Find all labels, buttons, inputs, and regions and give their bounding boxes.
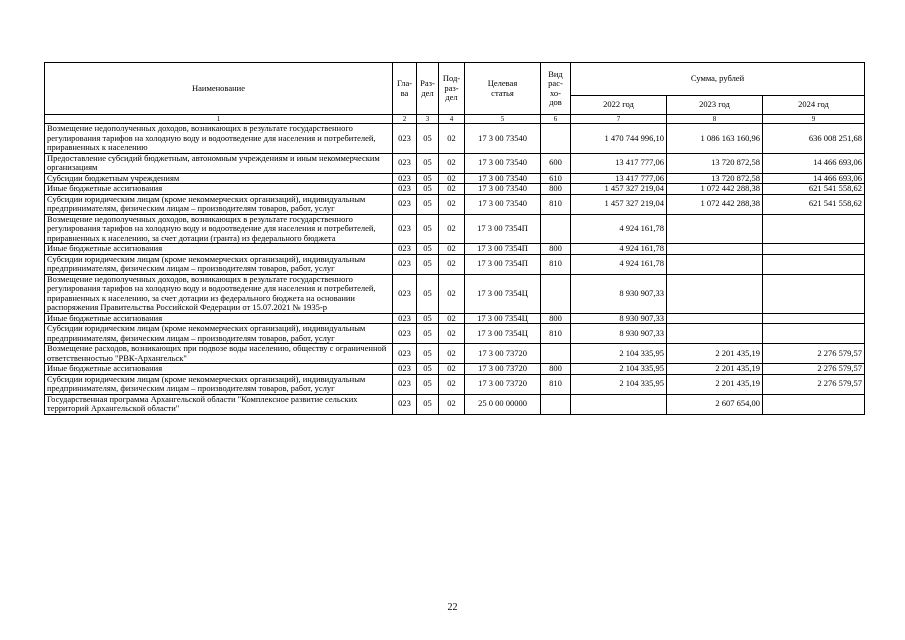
cell-podrazdel: 02	[439, 244, 465, 255]
cell-2022: 2 104 335,95	[571, 374, 667, 394]
cell-name: Субсидии юридическим лицам (кроме некоммерческих организаций), индивидуальным предпринимателям, физическим лицам – производителям товаров, работ, услуг	[45, 194, 393, 214]
cell-podrazdel: 02	[439, 324, 465, 344]
cell-razdel: 05	[417, 394, 439, 414]
cell-target: 17 3 00 73540	[465, 194, 541, 214]
cell-2023	[667, 214, 763, 244]
cell-target: 17 3 00 73540	[465, 124, 541, 154]
cell-2024: 2 276 579,57	[763, 364, 865, 375]
col-header-target: Целевая статья	[465, 63, 541, 115]
table-row	[45, 124, 865, 154]
col-number: 3	[417, 115, 439, 124]
cell-glava: 023	[393, 374, 417, 394]
table-row	[45, 214, 865, 244]
cell-2024	[763, 274, 865, 313]
cell-podrazdel: 02	[439, 394, 465, 414]
cell-glava: 023	[393, 214, 417, 244]
col-header-glava: Гла- ва	[393, 63, 417, 115]
cell-2023: 2 201 435,19	[667, 374, 763, 394]
cell-2023: 2 201 435,19	[667, 364, 763, 375]
cell-target: 17 3 00 73720	[465, 364, 541, 375]
cell-target: 17 3 00 7354Ц	[465, 274, 541, 313]
cell-glava: 023	[393, 254, 417, 274]
cell-2022: 8 930 907,33	[571, 274, 667, 313]
cell-target: 17 3 00 73540	[465, 153, 541, 173]
cell-2024: 621 541 558,62	[763, 184, 865, 195]
cell-glava: 023	[393, 194, 417, 214]
cell-2024	[763, 214, 865, 244]
table-row	[45, 364, 865, 375]
cell-2023: 13 720 872,58	[667, 173, 763, 184]
table-row	[45, 153, 865, 173]
cell-2023: 1 072 442 288,38	[667, 184, 763, 195]
cell-name: Иные бюджетные ассигнования	[45, 313, 393, 324]
cell-2024	[763, 324, 865, 344]
cell-podrazdel: 02	[439, 214, 465, 244]
col-number: 9	[763, 115, 865, 124]
cell-2022: 4 924 161,78	[571, 214, 667, 244]
cell-podrazdel: 02	[439, 173, 465, 184]
cell-vid	[541, 124, 571, 154]
cell-name: Государственная программа Архангельской области "Комплексное развитие сельских территорий Архангельской области"	[45, 394, 393, 414]
cell-vid	[541, 344, 571, 364]
cell-razdel: 05	[417, 364, 439, 375]
cell-name: Возмещение недополученных доходов, возникающих в результате государственного регулирования тарифов на холодную воду и водоотведение для населения и потребителей, приравненных к населению, за счет дотации (гранта) из федерального бюджета	[45, 214, 393, 244]
table-row	[45, 173, 865, 184]
cell-podrazdel: 02	[439, 254, 465, 274]
col-header-name: Наименование	[45, 63, 393, 115]
cell-podrazdel: 02	[439, 153, 465, 173]
cell-name: Субсидии бюджетным учреждениям	[45, 173, 393, 184]
budget-table	[44, 62, 865, 415]
col-header-sum: Сумма, рублей	[571, 63, 865, 96]
cell-2024: 2 276 579,57	[763, 374, 865, 394]
cell-vid: 810	[541, 194, 571, 214]
table-body	[45, 124, 865, 415]
cell-name: Иные бюджетные ассигнования	[45, 244, 393, 255]
cell-target: 17 3 00 73720	[465, 344, 541, 364]
cell-glava: 023	[393, 124, 417, 154]
cell-target: 17 3 00 7354П	[465, 214, 541, 244]
cell-target: 17 3 00 7354П	[465, 244, 541, 255]
header-row-1	[45, 63, 865, 96]
col-number: 1	[45, 115, 393, 124]
cell-name: Возмещение расходов, возникающих при подвозе воды населению, обществу с ограниченной ответственностью "РВК-Архангельск"	[45, 344, 393, 364]
cell-2023: 13 720 872,58	[667, 153, 763, 173]
cell-2022: 8 930 907,33	[571, 324, 667, 344]
table-row	[45, 254, 865, 274]
cell-2024	[763, 394, 865, 414]
cell-vid	[541, 214, 571, 244]
cell-vid: 600	[541, 153, 571, 173]
cell-2022: 1 457 327 219,04	[571, 184, 667, 195]
cell-razdel: 05	[417, 124, 439, 154]
cell-2023	[667, 244, 763, 255]
col-number: 6	[541, 115, 571, 124]
cell-2024: 636 008 251,68	[763, 124, 865, 154]
cell-razdel: 05	[417, 324, 439, 344]
cell-glava: 023	[393, 173, 417, 184]
cell-2022: 2 104 335,95	[571, 344, 667, 364]
cell-glava: 023	[393, 344, 417, 364]
cell-podrazdel: 02	[439, 364, 465, 375]
cell-target: 17 3 00 73720	[465, 374, 541, 394]
cell-target: 17 3 00 73540	[465, 173, 541, 184]
cell-razdel: 05	[417, 173, 439, 184]
cell-name: Иные бюджетные ассигнования	[45, 364, 393, 375]
cell-glava: 023	[393, 324, 417, 344]
cell-target: 25 0 00 00000	[465, 394, 541, 414]
cell-2022: 8 930 907,33	[571, 313, 667, 324]
table-row	[45, 324, 865, 344]
cell-podrazdel: 02	[439, 274, 465, 313]
cell-vid: 810	[541, 324, 571, 344]
col-number: 5	[465, 115, 541, 124]
cell-razdel: 05	[417, 374, 439, 394]
col-number: 4	[439, 115, 465, 124]
cell-2024: 14 466 693,06	[763, 153, 865, 173]
cell-name: Предоставление субсидий бюджетным, автономным учреждениям и иным некоммерческим организациям	[45, 153, 393, 173]
cell-podrazdel: 02	[439, 124, 465, 154]
cell-2023: 1 086 163 160,96	[667, 124, 763, 154]
cell-razdel: 05	[417, 184, 439, 195]
col-header-2022: 2022 год	[571, 96, 667, 115]
cell-razdel: 05	[417, 153, 439, 173]
col-header-2023: 2023 год	[667, 96, 763, 115]
cell-2022	[571, 394, 667, 414]
cell-vid	[541, 274, 571, 313]
cell-target: 17 3 00 7354Ц	[465, 313, 541, 324]
cell-glava: 023	[393, 364, 417, 375]
cell-2023	[667, 254, 763, 274]
cell-vid: 610	[541, 173, 571, 184]
cell-razdel: 05	[417, 344, 439, 364]
cell-podrazdel: 02	[439, 344, 465, 364]
cell-podrazdel: 02	[439, 184, 465, 195]
cell-razdel: 05	[417, 244, 439, 255]
cell-2024	[763, 244, 865, 255]
column-number-row	[45, 115, 865, 124]
table-row	[45, 313, 865, 324]
col-number: 8	[667, 115, 763, 124]
cell-vid: 810	[541, 254, 571, 274]
cell-name: Возмещение недополученных доходов, возникающих в результате государственного регулирования тарифов на холодную воду и водоотведение для населения и потребителей, приравненных к населению	[45, 124, 393, 154]
cell-2022: 4 924 161,78	[571, 244, 667, 255]
cell-razdel: 05	[417, 214, 439, 244]
col-header-podrazdel: Под- раз- дел	[439, 63, 465, 115]
page-number: 22	[447, 602, 458, 613]
cell-podrazdel: 02	[439, 194, 465, 214]
table-row	[45, 274, 865, 313]
cell-target: 17 3 00 7354Ц	[465, 324, 541, 344]
cell-2024: 14 466 693,06	[763, 173, 865, 184]
col-header-2024: 2024 год	[763, 96, 865, 115]
cell-2023	[667, 274, 763, 313]
cell-razdel: 05	[417, 313, 439, 324]
cell-vid: 800	[541, 184, 571, 195]
cell-glava: 023	[393, 184, 417, 195]
table-row	[45, 394, 865, 414]
col-number: 2	[393, 115, 417, 124]
cell-glava: 023	[393, 153, 417, 173]
cell-glava: 023	[393, 244, 417, 255]
cell-2023: 2 607 654,00	[667, 394, 763, 414]
table-row	[45, 344, 865, 364]
col-header-razdel: Раз- дел	[417, 63, 439, 115]
cell-2022: 4 924 161,78	[571, 254, 667, 274]
cell-name: Возмещение недополученных доходов, возникающих в результате государственного регулирования тарифов на холодную воду и водоотведение для населения и потребителей, приравненных к населению, за счет дотации из федерального бюджета на основании распоряжения Правительства Российской Федерации от 15.07.2021 № 1935-р	[45, 274, 393, 313]
table-row	[45, 244, 865, 255]
cell-2022: 13 417 777,06	[571, 173, 667, 184]
cell-razdel: 05	[417, 274, 439, 313]
cell-glava: 023	[393, 274, 417, 313]
col-header-vid: Вид рас- хо- дов	[541, 63, 571, 115]
cell-2024: 621 541 558,62	[763, 194, 865, 214]
cell-vid: 800	[541, 313, 571, 324]
cell-2024	[763, 313, 865, 324]
cell-name: Субсидии юридическим лицам (кроме некоммерческих организаций), индивидуальным предпринимателям, физическим лицам – производителям товаров, работ, услуг	[45, 254, 393, 274]
cell-name: Субсидии юридическим лицам (кроме некоммерческих организаций), индивидуальным предпринимателям, физическим лицам – производителям товаров, работ, услуг	[45, 324, 393, 344]
cell-2022: 1 457 327 219,04	[571, 194, 667, 214]
cell-2022: 1 470 744 996,10	[571, 124, 667, 154]
cell-2023	[667, 313, 763, 324]
cell-glava: 023	[393, 313, 417, 324]
table-row	[45, 374, 865, 394]
cell-2024	[763, 254, 865, 274]
cell-vid: 810	[541, 374, 571, 394]
cell-2022: 13 417 777,06	[571, 153, 667, 173]
cell-name: Субсидии юридическим лицам (кроме некоммерческих организаций), индивидуальным предпринимателям, физическим лицам – производителям товаров, работ, услуг	[45, 374, 393, 394]
cell-2024: 2 276 579,57	[763, 344, 865, 364]
cell-target: 17 3 00 7354П	[465, 254, 541, 274]
cell-target: 17 3 00 73540	[465, 184, 541, 195]
cell-2023: 2 201 435,19	[667, 344, 763, 364]
cell-2023: 1 072 442 288,38	[667, 194, 763, 214]
cell-razdel: 05	[417, 194, 439, 214]
table-row	[45, 194, 865, 214]
cell-vid	[541, 394, 571, 414]
cell-razdel: 05	[417, 254, 439, 274]
table-row	[45, 184, 865, 195]
cell-2022: 2 104 335,95	[571, 364, 667, 375]
cell-2023	[667, 324, 763, 344]
cell-podrazdel: 02	[439, 374, 465, 394]
cell-glava: 023	[393, 394, 417, 414]
cell-vid: 800	[541, 244, 571, 255]
cell-name: Иные бюджетные ассигнования	[45, 184, 393, 195]
col-number: 7	[571, 115, 667, 124]
cell-vid: 800	[541, 364, 571, 375]
cell-podrazdel: 02	[439, 313, 465, 324]
